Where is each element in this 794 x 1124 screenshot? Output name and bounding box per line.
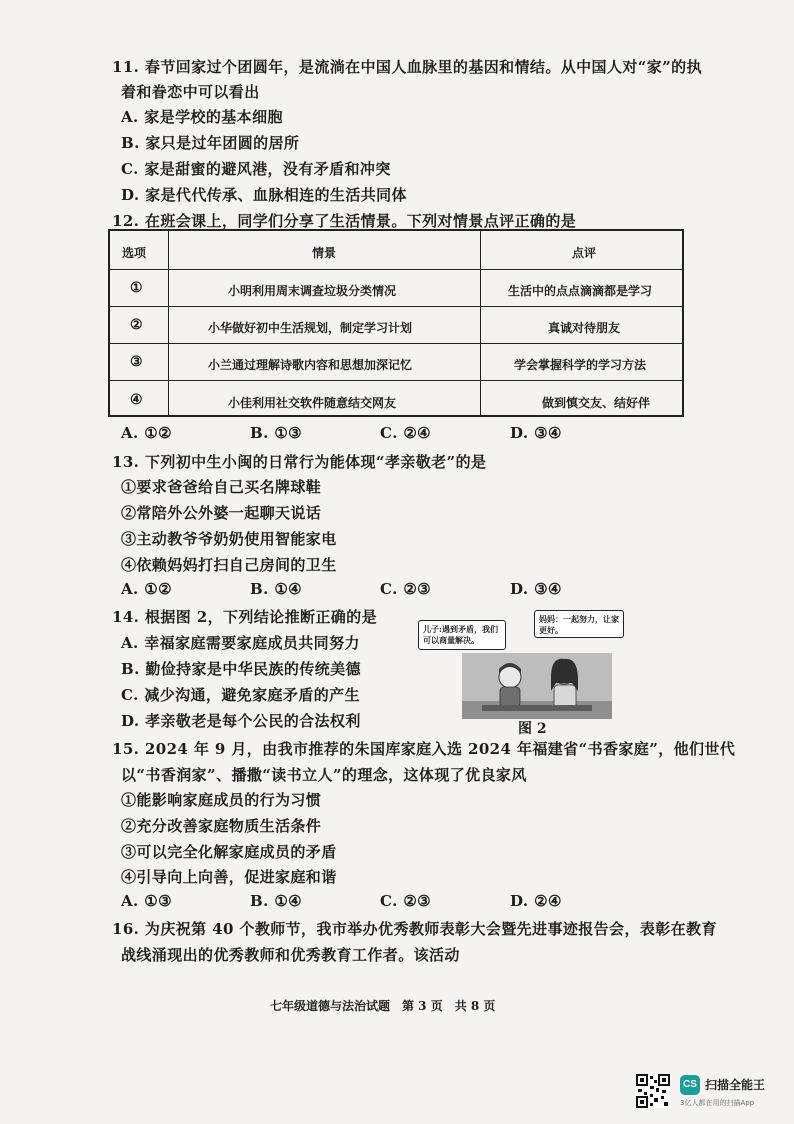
q16-stem-line2: 战线涌现出的优秀教师和优秀教育工作者。该活动 <box>121 946 460 964</box>
page-footer: 七年级道德与法治试题 第 3 页 共 8 页 <box>270 999 496 1013</box>
qr-code-icon <box>636 1074 670 1108</box>
table-row4-scene: 小佳利用社交软件随意结交网友 <box>228 396 397 410</box>
q15-choice-b: B. ①④ <box>250 892 303 910</box>
table-row2-scene: 小华做好初中生活规划，制定学习计划 <box>208 321 413 335</box>
q11-option-c: C. 家是甜蜜的避风港，没有矛盾和冲突 <box>121 160 391 178</box>
table-row3-comment: 学会掌握科学的学习方法 <box>514 358 647 372</box>
q12-table <box>108 229 684 417</box>
q12-choice-c: C. ②④ <box>380 424 432 442</box>
q13-item-2: ②常陪外公外婆一起聊天说话 <box>121 504 322 522</box>
q11-option-b: B. 家只是过年团圆的居所 <box>121 134 300 152</box>
table-row3-scene: 小兰通过理解诗歌内容和思想加深记忆 <box>208 358 413 372</box>
q12-choice-d: D. ③④ <box>510 424 562 442</box>
scanner-watermark <box>636 1072 794 1112</box>
q14-option-a: A. 幸福家庭需要家庭成员共同努力 <box>121 634 360 652</box>
q15-stem-line1: 15. 2024 年 9 月，由我市推荐的朱国库家庭入选 2024 年福建省“书香家庭”，他们世代 <box>112 740 736 758</box>
table-header-comment: 点评 <box>572 246 597 260</box>
camscanner-logo-icon: CS <box>680 1075 700 1095</box>
q13-choice-b: B. ①④ <box>250 580 303 598</box>
table-row2-num: ② <box>130 317 143 333</box>
figure-caption: 图 2 <box>518 721 547 737</box>
q15-item-3: ③可以完全化解家庭成员的矛盾 <box>121 843 337 861</box>
q15-stem-line2: 以“书香润家”、播撒“读书立人”的理念，这体现了优良家风 <box>121 766 527 784</box>
q13-item-3: ③主动教爷爷奶奶使用智能家电 <box>121 530 337 548</box>
q12-choice-a: A. ①② <box>121 424 172 442</box>
q13-item-4: ④依赖妈妈打扫自己房间的卫生 <box>121 556 337 574</box>
q13-stem: 13. 下列初中生小闽的日常行为能体现“孝亲敬老”的是 <box>112 453 487 471</box>
q14-option-c: C. 减少沟通，避免家庭矛盾的产生 <box>121 686 360 704</box>
q11-option-a: A. 家是学校的基本细胞 <box>121 108 283 126</box>
table-row1-comment: 生活中的点点滴滴都是学习 <box>508 284 653 298</box>
scanner-app-name: 扫描全能王 <box>705 1078 766 1092</box>
table-row1-scene: 小明利用周末调查垃圾分类情况 <box>228 284 397 298</box>
table-row2-comment: 真诚对待朋友 <box>548 321 621 335</box>
figure-2 <box>418 608 638 737</box>
table-row3-num: ③ <box>130 354 143 370</box>
q14-option-b: B. 勤俭持家是中华民族的传统美德 <box>121 660 361 678</box>
table-row1-num: ① <box>130 280 143 296</box>
q13-item-1: ①要求爸爸给自己买名牌球鞋 <box>121 478 322 496</box>
q15-choice-d: D. ②④ <box>510 892 562 910</box>
q13-choice-c: C. ②③ <box>380 580 432 598</box>
q11-option-d: D. 家是代代传承、血脉相连的生活共同体 <box>121 186 407 204</box>
q16-stem-line1: 16. 为庆祝第 40 个教师节，我市举办优秀教师表彰大会暨先进事迹报告会，表彰在教育 <box>112 920 717 938</box>
table-header-option: 选项 <box>122 246 147 260</box>
q15-choice-a: A. ①③ <box>121 892 172 910</box>
mom-speech-bubble: 妈妈：一起努力，让家更好。 <box>534 610 624 638</box>
q11-stem-line1: 11. 春节回家过个团圆年，是流淌在中国人血脉里的基因和情结。从中国人对“家”的执 <box>112 58 702 76</box>
q11-stem-line2: 着和眷恋中可以看出 <box>121 83 260 101</box>
q15-item-1: ①能影响家庭成员的行为习惯 <box>121 791 322 809</box>
table-row4-comment: 做到慎交友、结好伴 <box>542 396 651 410</box>
q13-choice-a: A. ①② <box>121 580 172 598</box>
q12-stem: 12. 在班会课上，同学们分享了生活情景。下列对情景点评正确的是 <box>112 212 577 230</box>
q15-item-4: ④引导向上向善，促进家庭和谐 <box>121 868 337 886</box>
q14-option-d: D. 孝亲敬老是每个公民的合法权利 <box>121 712 361 730</box>
q15-item-2: ②充分改善家庭物质生活条件 <box>121 817 322 835</box>
son-speech-bubble: 儿子:遇到矛盾，我们可以商量解决。 <box>418 620 506 650</box>
family-illustration <box>462 653 612 719</box>
table-row4-num: ④ <box>130 392 143 408</box>
scanner-tagline: 3亿人都在用的扫描App <box>680 1099 755 1107</box>
table-header-scene: 情景 <box>312 246 337 260</box>
q13-choice-d: D. ③④ <box>510 580 562 598</box>
q14-stem: 14. 根据图 2，下列结论推断正确的是 <box>112 608 377 626</box>
q15-choice-c: C. ②③ <box>380 892 432 910</box>
q12-choice-b: B. ①③ <box>250 424 303 442</box>
